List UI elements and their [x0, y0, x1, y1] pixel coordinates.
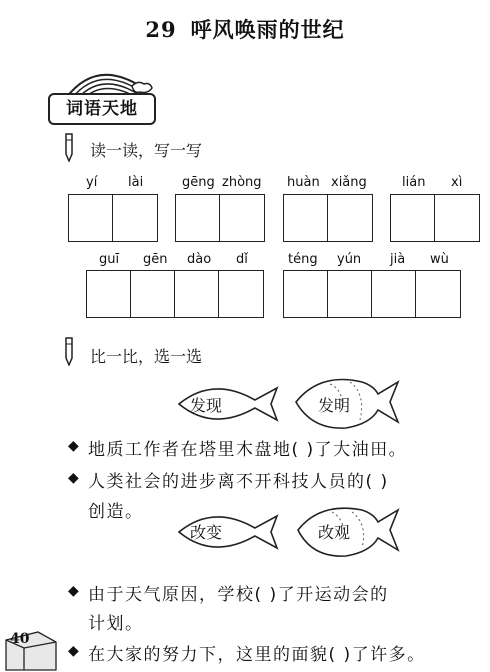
pen-icon	[62, 336, 76, 366]
exercise1-instruction: 读一读，写一写	[90, 141, 203, 160]
pinyin-teng: téng	[288, 252, 318, 267]
sentence-2: 人类社会的进步离不开科技人员的( )	[88, 472, 389, 492]
page-number: 40	[10, 631, 30, 647]
pinyin-wu: wù	[430, 252, 449, 267]
pinyin-xiang: xiǎng	[331, 175, 367, 190]
pen-icon	[62, 132, 76, 162]
writing-grid-4[interactable]	[390, 194, 480, 242]
pinyin-geng: gēng	[182, 175, 215, 190]
pinyin-xi: xì	[451, 175, 463, 190]
writing-cell[interactable]	[69, 195, 113, 241]
section-badge: 词语天地	[48, 93, 156, 125]
word-option: 改变	[190, 523, 223, 542]
word-option: 发明	[318, 396, 351, 415]
writing-grid-3[interactable]	[283, 194, 373, 242]
writing-grid-6[interactable]	[283, 270, 461, 318]
writing-cell[interactable]	[175, 271, 219, 317]
writing-grid-5[interactable]	[86, 270, 264, 318]
pinyin-di: dǐ	[236, 252, 248, 267]
sentence-3: 由于天气原因，学校( )了开运动会的	[88, 585, 389, 605]
writing-cell[interactable]	[176, 195, 220, 241]
writing-cell[interactable]	[220, 195, 264, 241]
writing-cell[interactable]	[416, 271, 460, 317]
page-title	[0, 14, 490, 44]
sentence-3-cont: 计划。	[88, 614, 144, 634]
bullet-icon: ◆	[68, 643, 79, 659]
writing-cell[interactable]	[131, 271, 175, 317]
writing-cell[interactable]	[284, 195, 328, 241]
writing-cell[interactable]	[435, 195, 479, 241]
pinyin-gui: guī	[99, 252, 120, 267]
word-option: 改观	[318, 523, 351, 542]
bullet-icon: ◆	[68, 438, 79, 454]
writing-grid-1[interactable]	[68, 194, 158, 242]
writing-cell[interactable]	[284, 271, 328, 317]
sentence-4: 在大家的努力下，这里的面貌( )了许多。	[88, 645, 426, 665]
bullet-icon: ◆	[68, 583, 79, 599]
writing-cell[interactable]	[328, 271, 372, 317]
pinyin-jia: jià	[390, 252, 406, 267]
pinyin-zhong: zhòng	[222, 175, 262, 190]
pinyin-lai: lài	[128, 175, 144, 190]
pinyin-gen: gēn	[143, 252, 168, 267]
lesson-number: 29	[145, 17, 177, 42]
writing-cell[interactable]	[113, 195, 157, 241]
sentence-2-cont: 创造。	[88, 502, 144, 522]
pinyin-lian: lián	[402, 175, 426, 190]
pinyin-dao: dào	[187, 252, 212, 267]
writing-grid-2[interactable]	[175, 194, 265, 242]
writing-cell[interactable]	[87, 271, 131, 317]
writing-cell[interactable]	[219, 271, 263, 317]
exercise2-instruction: 比一比，选一选	[90, 347, 203, 366]
pinyin-yi: yí	[86, 175, 98, 190]
writing-cell[interactable]	[372, 271, 416, 317]
pinyin-huan: huàn	[287, 175, 320, 190]
bullet-icon: ◆	[68, 470, 79, 486]
pinyin-yun: yún	[337, 252, 362, 267]
writing-cell[interactable]	[391, 195, 435, 241]
sentence-1: 地质工作者在塔里木盘地( )了大油田。	[88, 440, 408, 460]
lesson-title: 呼风唤雨的世纪	[190, 17, 345, 42]
writing-cell[interactable]	[328, 195, 372, 241]
word-option: 发现	[190, 396, 223, 415]
